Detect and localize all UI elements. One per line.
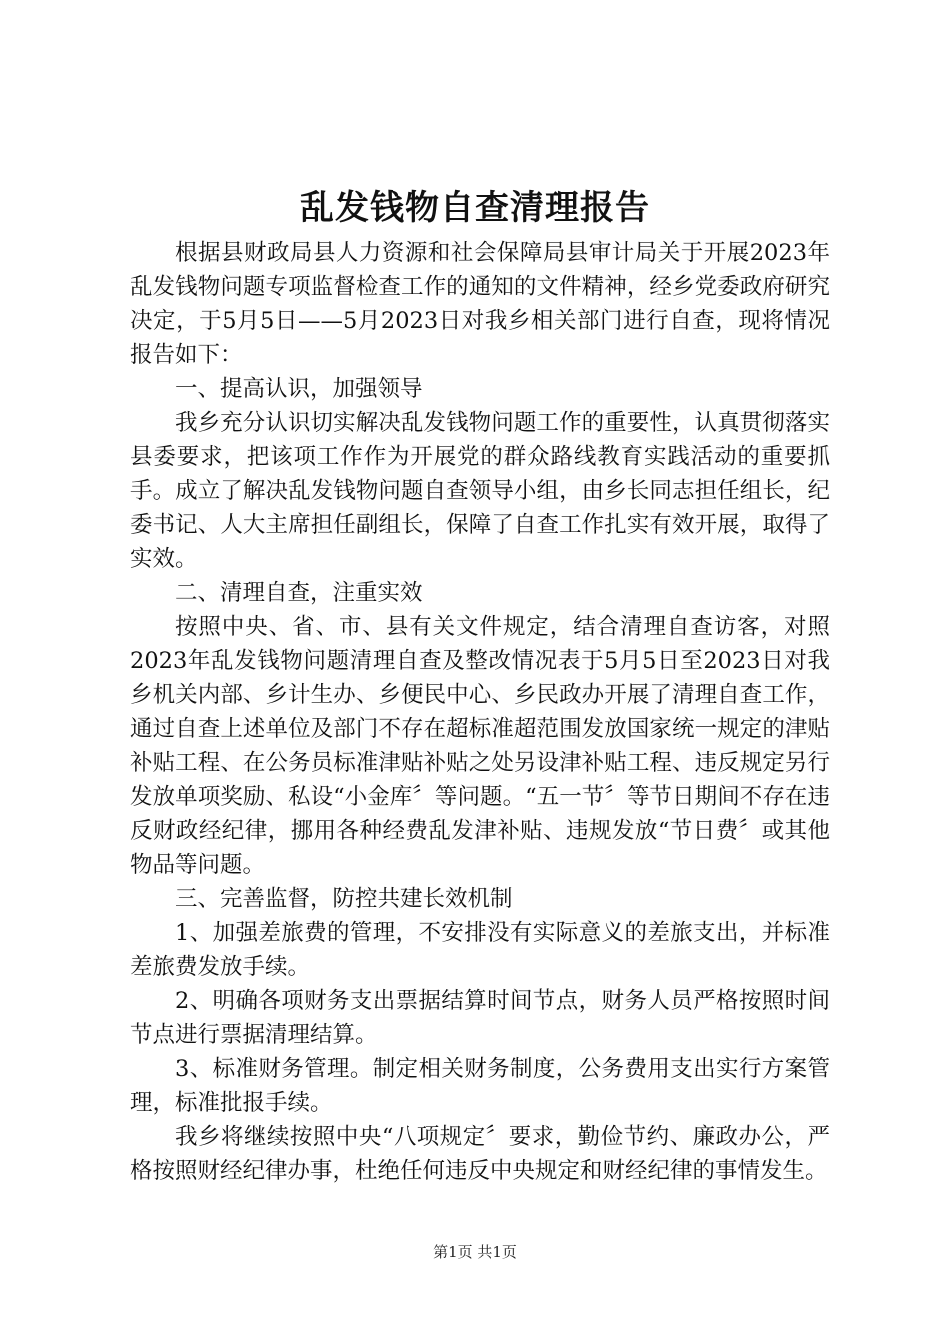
intro-paragraph: 根据县财政局县人力资源和社会保障局县审计局关于开展2023年乱发钱物问题专项监督检查工作的通知的文件精神，经乡党委政府研究决定，于5月5日——5月2023日对我乡相关部门进行自查，现将情况报告如下： <box>130 240 830 368</box>
section-3-item-2: 2、明确各项财务支出票据结算时间节点，财务人员严格按照时间节点进行票据清理结算。 <box>130 988 830 1048</box>
section-3-item-1: 1、加强差旅费的管理，不安排没有实际意义的差旅支出，并标准差旅费发放手续。 <box>130 920 830 980</box>
page-number-footer: 第1页 共1页 <box>433 1243 517 1261</box>
section-3-item-3: 3、标准财务管理。制定相关财务制度，公务费用支出实行方案管理，标准批报手续。 <box>130 1056 830 1116</box>
closing-paragraph: 我乡将继续按照中央“八项规定〞要求，勤俭节约、廉政办公，严格按照财经纪律办事，杜绝任何违反中央规定和财经纪律的事情发生。 <box>130 1124 830 1184</box>
section-2-paragraph: 按照中央、省、市、县有关文件规定，结合清理自查访客，对照2023年乱发钱物问题清理自查及整改情况表于5月5日至2023日对我乡机关内部、乡计生办、乡便民中心、乡民政办开展了清理自查工作，通过自查上述单位及部门不存在超标准超范围发放国家统一规定的津贴补贴工程、在公务员标准津贴补贴之处另设津补贴工程、违反规定另行发放单项奖励、私设“小金库〞等问题。“五一节〞等节日期间不存在违反财政经纪律，挪用各种经费乱发津补贴、违规发放“节日费〞或其他物品等问题。 <box>130 614 830 878</box>
document-title: 乱发钱物自查清理报告 <box>300 188 650 228</box>
section-heading-2: 二、清理自查，注重实效 <box>175 580 423 606</box>
section-heading-3: 三、完善监督，防控共建长效机制 <box>175 886 513 912</box>
section-heading-1: 一、提高认识，加强领导 <box>175 376 423 402</box>
section-1-paragraph: 我乡充分认识切实解决乱发钱物问题工作的重要性，认真贯彻落实县委要求，把该项工作作为开展党的群众路线教育实践活动的重要抓手。成立了解决乱发钱物问题自查领导小组，由乡长同志担任组长，纪委书记、人大主席担任副组长，保障了自查工作扎实有效开展，取得了实效。 <box>130 410 830 572</box>
document-body <box>130 236 830 1188</box>
